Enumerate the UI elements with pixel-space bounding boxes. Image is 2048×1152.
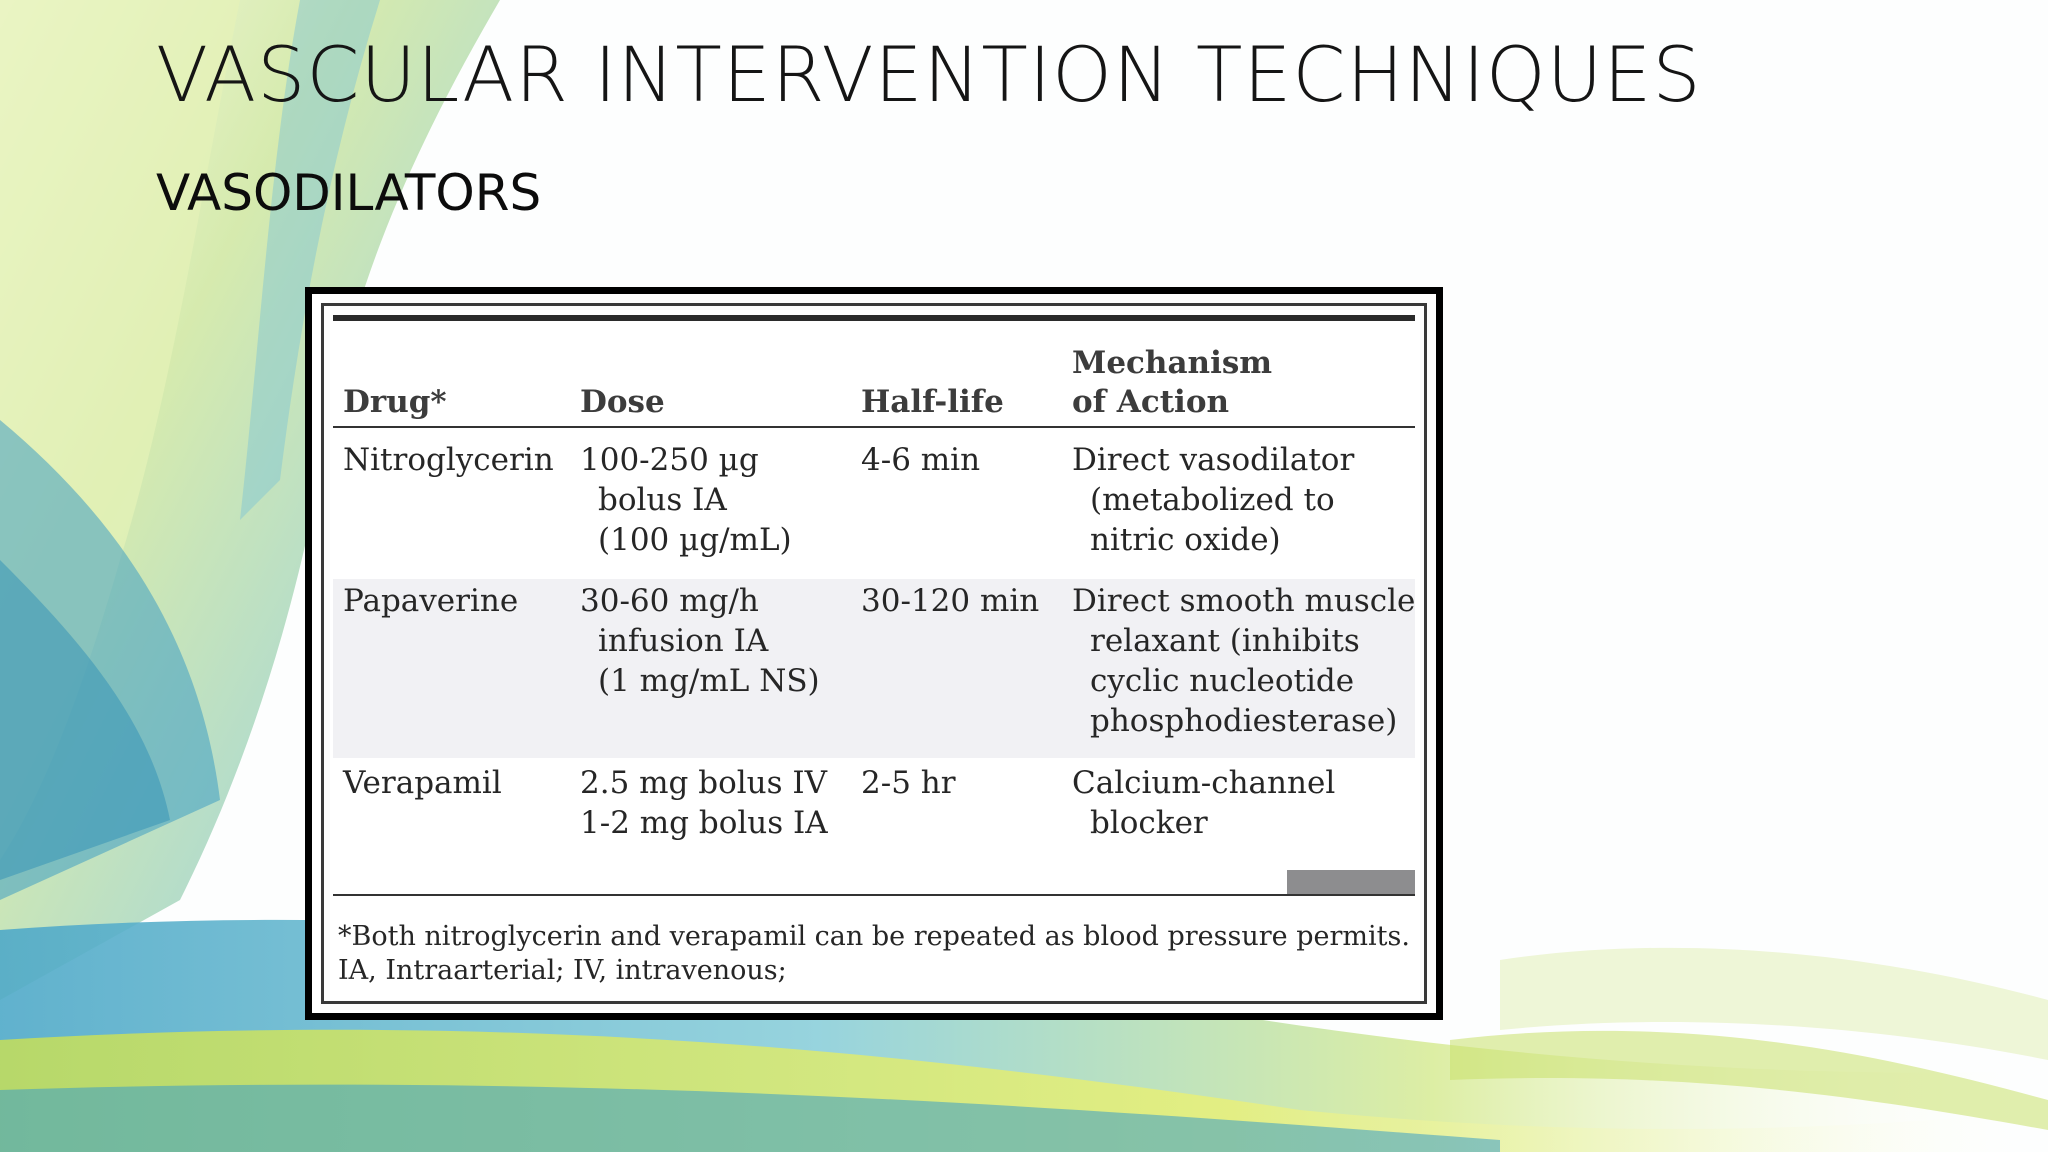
cell-half-life: 30-120 min	[861, 583, 1040, 619]
cell-drug: Papaverine	[343, 583, 519, 619]
header-rule	[333, 426, 1415, 428]
cell-mechanism-line: blocker	[1090, 805, 1208, 841]
table-gray-block	[1287, 870, 1415, 894]
cell-dose-line: 30-60 mg/h	[580, 583, 759, 619]
cell-half-life: 4-6 min	[861, 442, 981, 478]
cell-mechanism-line: phosphodiesterase)	[1090, 703, 1398, 739]
cell-dose-line: (100 µg/mL)	[598, 522, 792, 558]
cell-mechanism-line: Direct vasodilator	[1072, 442, 1355, 478]
cell-drug: Nitroglycerin	[343, 442, 554, 478]
header-half-life: Half-life	[861, 384, 1004, 420]
footnote-line1: *Both nitroglycerin and verapamil can be repeated as blood pressure permits.	[338, 921, 1410, 952]
cell-mechanism-line: nitric oxide)	[1090, 522, 1281, 558]
cell-mechanism-line: cyclic nucleotide	[1090, 663, 1355, 699]
footer-rule	[333, 894, 1415, 896]
footnote-line2: IA, Intraarterial; IV, intravenous;	[338, 955, 787, 986]
cell-mechanism-line: Direct smooth muscle	[1072, 583, 1416, 619]
table-top-rule	[333, 315, 1415, 321]
drug-table	[321, 303, 1427, 1004]
cell-half-life: 2-5 hr	[861, 765, 956, 801]
cell-dose-line: bolus IA	[598, 482, 727, 518]
cell-dose-line: infusion IA	[598, 623, 769, 659]
cell-dose-line: 2.5 mg bolus IV	[580, 765, 828, 801]
drug-table-frame	[305, 287, 1443, 1020]
cell-dose-line: 100-250 µg	[580, 442, 759, 478]
slide-subtitle: VASODILATORS	[156, 164, 542, 222]
header-mechanism-line1: Mechanism	[1072, 345, 1273, 381]
cell-mechanism-line: (metabolized to	[1090, 482, 1335, 518]
cell-drug: Verapamil	[343, 765, 502, 801]
header-mechanism-line2: of Action	[1072, 384, 1230, 420]
slide-title: VASCULAR INTERVENTION TECHNIQUES	[156, 30, 1702, 119]
cell-mechanism-line: relaxant (inhibits	[1090, 623, 1360, 659]
cell-dose-line: 1-2 mg bolus IA	[580, 805, 828, 841]
cell-dose-line: (1 mg/mL NS)	[598, 663, 820, 699]
header-dose: Dose	[580, 384, 665, 420]
header-drug: Drug*	[343, 384, 447, 420]
cell-mechanism-line: Calcium-channel	[1072, 765, 1336, 801]
